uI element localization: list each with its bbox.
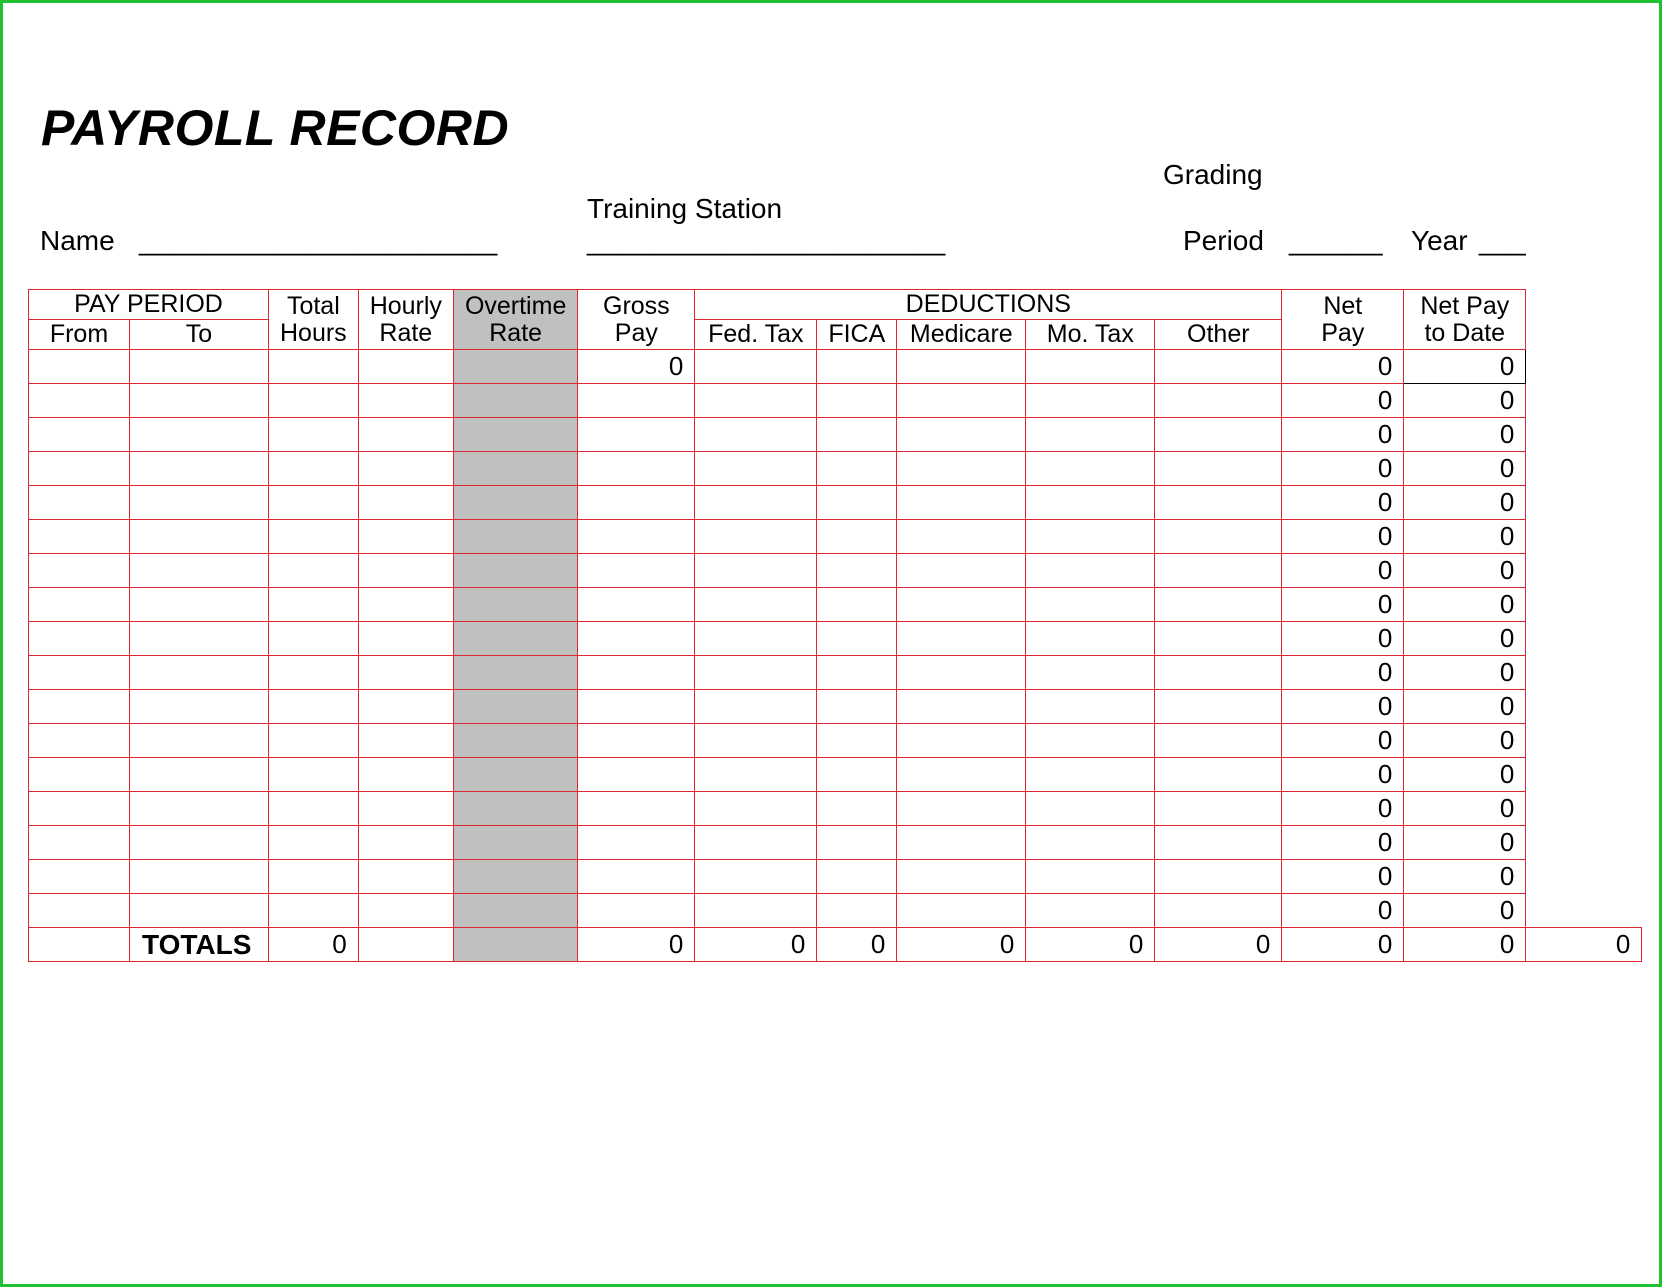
header-other: Other <box>1155 320 1282 350</box>
cell-fed-tax[interactable] <box>695 520 817 554</box>
header-medicare: Medicare <box>897 320 1026 350</box>
cell-total-hours[interactable] <box>269 452 359 486</box>
cell-fica[interactable] <box>817 350 897 384</box>
cell-overtime-rate[interactable] <box>453 894 577 928</box>
cell-mo-tax[interactable] <box>1026 656 1155 690</box>
cell-other[interactable] <box>1155 860 1282 894</box>
cell-net-pay-to-date[interactable]: 0 <box>1404 418 1526 452</box>
table-row <box>29 350 1642 384</box>
cell-hourly-rate[interactable] <box>358 792 453 826</box>
cell-mo-tax[interactable] <box>1026 792 1155 826</box>
cell-medicare[interactable] <box>897 826 1026 860</box>
cell-net-pay-to-date[interactable]: 0 <box>1404 860 1526 894</box>
header-overtime-rate: Overtime Rate <box>453 290 577 350</box>
cell-to[interactable] <box>130 486 269 520</box>
cell-gross-pay[interactable] <box>578 724 695 758</box>
training-station-field[interactable]: _______________________ <box>587 225 946 256</box>
cell-hourly-rate[interactable] <box>358 520 453 554</box>
header-mo-tax: Mo. Tax <box>1026 320 1155 350</box>
cell-overtime-rate[interactable] <box>453 622 577 656</box>
cell-net-pay-to-date[interactable]: 0 <box>1404 554 1526 588</box>
cell-other[interactable] <box>1155 724 1282 758</box>
table-row <box>29 588 1642 622</box>
cell-overtime-rate[interactable] <box>453 486 577 520</box>
cell-net-pay[interactable]: 0 <box>1282 486 1404 520</box>
cell-mo-tax[interactable] <box>1026 690 1155 724</box>
cell-from[interactable] <box>29 860 130 894</box>
cell-gross-pay[interactable] <box>578 554 695 588</box>
cell-other[interactable] <box>1155 622 1282 656</box>
cell-gross-pay[interactable] <box>578 384 695 418</box>
cell-fica[interactable] <box>817 758 897 792</box>
cell-to[interactable] <box>130 418 269 452</box>
cell-hourly-rate[interactable] <box>358 554 453 588</box>
cell-net-pay[interactable]: 0 <box>1282 894 1404 928</box>
cell-mo-tax-total[interactable]: 0 <box>1026 928 1155 962</box>
cell-gross-pay[interactable] <box>578 418 695 452</box>
cell-hourly-rate-total[interactable] <box>358 928 453 962</box>
cell-net-pay-to-date[interactable]: 0 <box>1404 792 1526 826</box>
cell-net-pay-to-date[interactable]: 0 <box>1404 588 1526 622</box>
cell-gross-pay[interactable] <box>578 894 695 928</box>
cell-fed-tax[interactable] <box>695 826 817 860</box>
name-field[interactable]: _______________________ <box>139 225 498 256</box>
cell-gross-pay[interactable] <box>578 486 695 520</box>
table-row <box>29 384 1642 418</box>
header-from: From <box>29 320 130 350</box>
cell-hourly-rate[interactable] <box>358 486 453 520</box>
cell-gross-pay[interactable] <box>578 622 695 656</box>
cell-total-hours[interactable] <box>269 724 359 758</box>
cell-medicare[interactable] <box>897 588 1026 622</box>
cell-net-pay-to-date[interactable]: 0 <box>1404 758 1526 792</box>
cell-net-pay-to-date-total[interactable]: 0 <box>1404 928 1526 962</box>
cell-gross-pay[interactable] <box>578 656 695 690</box>
cell-other[interactable] <box>1155 384 1282 418</box>
cell-overtime-rate[interactable] <box>453 656 577 690</box>
cell-total-hours[interactable] <box>269 758 359 792</box>
period-field[interactable]: ______ <box>1289 225 1383 256</box>
cell-total-hours[interactable] <box>269 826 359 860</box>
cell-total-hours-total[interactable]: 0 <box>269 928 359 962</box>
cell-net-pay-total[interactable]: 0 <box>1282 928 1404 962</box>
header-to: To <box>130 320 269 350</box>
cell-gross-pay[interactable] <box>578 588 695 622</box>
table-row <box>29 758 1642 792</box>
cell-fica[interactable] <box>817 554 897 588</box>
cell-other[interactable] <box>1155 690 1282 724</box>
cell-hourly-rate[interactable] <box>358 656 453 690</box>
cell-mo-tax[interactable] <box>1026 418 1155 452</box>
cell-other[interactable] <box>1155 418 1282 452</box>
cell-overtime-rate[interactable] <box>453 860 577 894</box>
cell-extra-total[interactable]: 0 <box>1526 928 1642 962</box>
header-net-pay-to-date: Net Pay to Date <box>1404 290 1526 350</box>
cell-totals-label: TOTALS <box>130 928 269 962</box>
cell-total-hours[interactable] <box>269 554 359 588</box>
cell-other[interactable] <box>1155 894 1282 928</box>
cell-net-pay-to-date[interactable]: 0 <box>1404 656 1526 690</box>
cell-total-hours[interactable] <box>269 622 359 656</box>
cell-net-pay[interactable]: 0 <box>1282 622 1404 656</box>
cell-overtime-rate[interactable] <box>453 520 577 554</box>
cell-from[interactable] <box>29 792 130 826</box>
cell-gross-pay[interactable]: 0 <box>578 350 695 384</box>
cell-overtime-rate[interactable] <box>453 554 577 588</box>
cell-overtime-rate[interactable] <box>453 690 577 724</box>
table-row <box>29 622 1642 656</box>
cell-mo-tax[interactable] <box>1026 724 1155 758</box>
training-station-label: Training Station <box>587 193 783 224</box>
cell-mo-tax[interactable] <box>1026 588 1155 622</box>
cell-hourly-rate[interactable] <box>358 690 453 724</box>
cell-other[interactable] <box>1155 554 1282 588</box>
cell-other[interactable] <box>1155 826 1282 860</box>
cell-hourly-rate[interactable] <box>358 452 453 486</box>
cell-fed-tax[interactable] <box>695 792 817 826</box>
cell-overtime-rate[interactable] <box>453 724 577 758</box>
cell-medicare[interactable] <box>897 622 1026 656</box>
header-net-pay: Net Pay <box>1282 290 1404 350</box>
cell-other[interactable] <box>1155 520 1282 554</box>
cell-mo-tax[interactable] <box>1026 452 1155 486</box>
cell-net-pay-to-date[interactable]: 0 <box>1404 384 1526 418</box>
cell-fed-tax[interactable] <box>695 486 817 520</box>
payroll-table <box>28 289 1642 962</box>
cell-fed-tax[interactable] <box>695 350 817 384</box>
cell-net-pay[interactable]: 0 <box>1282 588 1404 622</box>
cell-medicare[interactable] <box>897 452 1026 486</box>
table-row <box>29 792 1642 826</box>
cell-mo-tax[interactable] <box>1026 894 1155 928</box>
cell-to[interactable] <box>130 758 269 792</box>
cell-net-pay[interactable]: 0 <box>1282 690 1404 724</box>
cell-total-hours[interactable] <box>269 384 359 418</box>
cell-fica[interactable] <box>817 588 897 622</box>
cell-from[interactable] <box>29 690 130 724</box>
cell-to[interactable] <box>130 622 269 656</box>
cell-from[interactable] <box>29 724 130 758</box>
cell-fed-tax[interactable] <box>695 656 817 690</box>
cell-from[interactable] <box>29 588 130 622</box>
table-row <box>29 826 1642 860</box>
cell-from[interactable] <box>29 384 130 418</box>
cell-gross-pay[interactable] <box>578 826 695 860</box>
table-row <box>29 724 1642 758</box>
cell-from[interactable] <box>29 520 130 554</box>
cell-hourly-rate[interactable] <box>358 826 453 860</box>
cell-fed-tax-total[interactable]: 0 <box>695 928 817 962</box>
cell-fica[interactable] <box>817 520 897 554</box>
cell-other[interactable] <box>1155 588 1282 622</box>
cell-mo-tax[interactable] <box>1026 486 1155 520</box>
cell-total-hours[interactable] <box>269 894 359 928</box>
table-row <box>29 554 1642 588</box>
cell-other[interactable] <box>1155 792 1282 826</box>
cell-hourly-rate[interactable] <box>358 860 453 894</box>
cell-fica[interactable] <box>817 384 897 418</box>
cell-net-pay[interactable]: 0 <box>1282 860 1404 894</box>
cell-medicare[interactable] <box>897 384 1026 418</box>
header-gross-pay: Gross Pay <box>578 290 695 350</box>
cell-net-pay[interactable]: 0 <box>1282 384 1404 418</box>
cell-net-pay-to-date[interactable]: 0 <box>1404 486 1526 520</box>
cell-fed-tax[interactable] <box>695 690 817 724</box>
cell-net-pay[interactable]: 0 <box>1282 520 1404 554</box>
cell-total-hours[interactable] <box>269 486 359 520</box>
year-label: Year <box>1411 225 1468 256</box>
cell-gross-pay[interactable] <box>578 520 695 554</box>
cell-fica[interactable] <box>817 724 897 758</box>
table-row <box>29 418 1642 452</box>
grading-label: Grading <box>1163 159 1263 190</box>
cell-medicare[interactable] <box>897 520 1026 554</box>
cell-from[interactable] <box>29 486 130 520</box>
cell-net-pay-to-date[interactable]: 0 <box>1404 724 1526 758</box>
cell-medicare[interactable] <box>897 418 1026 452</box>
cell-to[interactable] <box>130 860 269 894</box>
cell-overtime-rate[interactable] <box>453 758 577 792</box>
page-title: PAYROLL RECORD <box>41 100 510 156</box>
cell-fed-tax[interactable] <box>695 588 817 622</box>
cell-from[interactable] <box>29 826 130 860</box>
cell-gross-pay[interactable] <box>578 758 695 792</box>
cell-overtime-rate[interactable] <box>453 350 577 384</box>
header-fica: FICA <box>817 320 897 350</box>
year-field[interactable]: ___ <box>1479 225 1526 256</box>
cell-other[interactable] <box>1155 656 1282 690</box>
cell-to[interactable] <box>130 792 269 826</box>
cell-medicare[interactable] <box>897 690 1026 724</box>
cell-net-pay-to-date[interactable]: 0 <box>1404 894 1526 928</box>
cell-medicare[interactable] <box>897 350 1026 384</box>
cell-net-pay[interactable]: 0 <box>1282 724 1404 758</box>
cell-overtime-rate[interactable] <box>453 792 577 826</box>
cell-overtime-rate[interactable] <box>453 452 577 486</box>
cell-medicare[interactable] <box>897 656 1026 690</box>
cell-fed-tax[interactable] <box>695 860 817 894</box>
cell-mo-tax[interactable] <box>1026 520 1155 554</box>
cell-fica[interactable] <box>817 792 897 826</box>
cell-medicare[interactable] <box>897 554 1026 588</box>
cell-net-pay[interactable]: 0 <box>1282 350 1404 384</box>
cell-from[interactable] <box>29 622 130 656</box>
name-label: Name <box>40 225 115 256</box>
cell-mo-tax[interactable] <box>1026 350 1155 384</box>
cell-to[interactable] <box>130 690 269 724</box>
cell-hourly-rate[interactable] <box>358 622 453 656</box>
cell-gross-pay[interactable] <box>578 690 695 724</box>
cell-fica[interactable] <box>817 452 897 486</box>
cell-net-pay[interactable]: 0 <box>1282 452 1404 486</box>
header-hourly-rate: Hourly Rate <box>358 290 453 350</box>
cell-total-hours[interactable] <box>269 588 359 622</box>
cell-fica[interactable] <box>817 860 897 894</box>
cell-mo-tax[interactable] <box>1026 826 1155 860</box>
cell-total-hours[interactable] <box>269 792 359 826</box>
cell-from[interactable] <box>29 554 130 588</box>
header-total-hours: Total Hours <box>269 290 359 350</box>
header-fed-tax: Fed. Tax <box>695 320 817 350</box>
cell-fed-tax[interactable] <box>695 622 817 656</box>
cell-hourly-rate[interactable] <box>358 418 453 452</box>
cell-fed-tax[interactable] <box>695 418 817 452</box>
cell-medicare[interactable] <box>897 758 1026 792</box>
table-row <box>29 894 1642 928</box>
cell-from[interactable] <box>29 418 130 452</box>
cell-total-hours[interactable] <box>269 418 359 452</box>
cell-fica[interactable] <box>817 826 897 860</box>
cell-other[interactable] <box>1155 350 1282 384</box>
cell-to[interactable] <box>130 350 269 384</box>
cell-to[interactable] <box>130 554 269 588</box>
cell-medicare[interactable] <box>897 894 1026 928</box>
cell-medicare[interactable] <box>897 486 1026 520</box>
cell-other-total[interactable]: 0 <box>1155 928 1282 962</box>
cell-from[interactable] <box>29 894 130 928</box>
cell-fed-tax[interactable] <box>695 894 817 928</box>
table-row <box>29 452 1642 486</box>
cell-fed-tax[interactable] <box>695 554 817 588</box>
cell-from[interactable] <box>29 656 130 690</box>
cell-from[interactable] <box>29 758 130 792</box>
cell-to[interactable] <box>130 724 269 758</box>
cell-other[interactable] <box>1155 452 1282 486</box>
cell-from[interactable] <box>29 452 130 486</box>
cell-medicare[interactable] <box>897 860 1026 894</box>
cell-overtime-rate[interactable] <box>453 418 577 452</box>
cell-net-pay[interactable]: 0 <box>1282 792 1404 826</box>
cell-net-pay-to-date[interactable]: 0 <box>1404 622 1526 656</box>
cell-net-pay[interactable]: 0 <box>1282 656 1404 690</box>
header-deductions: DEDUCTIONS <box>695 290 1282 320</box>
cell-to[interactable] <box>130 384 269 418</box>
table-row <box>29 860 1642 894</box>
cell-mo-tax[interactable] <box>1026 554 1155 588</box>
cell-hourly-rate[interactable] <box>358 724 453 758</box>
cell-total-hours[interactable] <box>269 690 359 724</box>
table-row <box>29 656 1642 690</box>
cell-fed-tax[interactable] <box>695 452 817 486</box>
cell-net-pay-to-date[interactable]: 0 <box>1404 826 1526 860</box>
cell-overtime-rate[interactable] <box>453 826 577 860</box>
cell-total-hours[interactable] <box>269 350 359 384</box>
cell-fica[interactable] <box>817 622 897 656</box>
totals-row <box>29 928 1642 962</box>
cell-net-pay[interactable]: 0 <box>1282 758 1404 792</box>
cell-gross-pay[interactable] <box>578 792 695 826</box>
cell-fica[interactable] <box>817 418 897 452</box>
cell-medicare-total[interactable]: 0 <box>897 928 1026 962</box>
cell-hourly-rate[interactable] <box>358 350 453 384</box>
cell-fed-tax[interactable] <box>695 758 817 792</box>
cell-to[interactable] <box>130 826 269 860</box>
cell-to[interactable] <box>130 520 269 554</box>
cell-total-hours[interactable] <box>269 860 359 894</box>
cell-fica[interactable] <box>817 690 897 724</box>
cell-mo-tax[interactable] <box>1026 860 1155 894</box>
cell-fica-total[interactable]: 0 <box>817 928 897 962</box>
cell-net-pay[interactable]: 0 <box>1282 418 1404 452</box>
cell-medicare[interactable] <box>897 724 1026 758</box>
cell-net-pay-to-date[interactable]: 0 <box>1404 690 1526 724</box>
cell-net-pay-to-date[interactable]: 0 <box>1404 452 1526 486</box>
cell-total-hours[interactable] <box>269 656 359 690</box>
cell-mo-tax[interactable] <box>1026 384 1155 418</box>
cell-net-pay[interactable]: 0 <box>1282 826 1404 860</box>
cell-other[interactable] <box>1155 486 1282 520</box>
cell-to[interactable] <box>130 452 269 486</box>
cell-mo-tax[interactable] <box>1026 622 1155 656</box>
cell-overtime-rate[interactable] <box>453 384 577 418</box>
cell-overtime-rate-total[interactable] <box>453 928 577 962</box>
cell-total-hours[interactable] <box>269 520 359 554</box>
cell-gross-pay[interactable] <box>578 860 695 894</box>
cell-fed-tax[interactable] <box>695 724 817 758</box>
cell-hourly-rate[interactable] <box>358 384 453 418</box>
table-row <box>29 690 1642 724</box>
cell-net-pay-to-date[interactable]: 0 <box>1404 520 1526 554</box>
cell-other[interactable] <box>1155 758 1282 792</box>
cell-blank[interactable] <box>29 928 130 962</box>
cell-overtime-rate[interactable] <box>453 588 577 622</box>
cell-fica[interactable] <box>817 894 897 928</box>
cell-fed-tax[interactable] <box>695 384 817 418</box>
table-row <box>29 520 1642 554</box>
cell-hourly-rate[interactable] <box>358 894 453 928</box>
cell-fica[interactable] <box>817 656 897 690</box>
header-pay-period: PAY PERIOD <box>29 290 269 320</box>
cell-hourly-rate[interactable] <box>358 588 453 622</box>
cell-medicare[interactable] <box>897 792 1026 826</box>
period-label: Period <box>1183 225 1264 256</box>
cell-to[interactable] <box>130 588 269 622</box>
cell-gross-pay[interactable] <box>578 452 695 486</box>
cell-to[interactable] <box>130 656 269 690</box>
cell-hourly-rate[interactable] <box>358 758 453 792</box>
cell-net-pay[interactable]: 0 <box>1282 554 1404 588</box>
cell-mo-tax[interactable] <box>1026 758 1155 792</box>
table-row <box>29 486 1642 520</box>
cell-to[interactable] <box>130 894 269 928</box>
cell-from[interactable] <box>29 350 130 384</box>
cell-fica[interactable] <box>817 486 897 520</box>
cell-net-pay-to-date[interactable]: 0 <box>1404 350 1526 384</box>
cell-gross-pay-total[interactable]: 0 <box>578 928 695 962</box>
